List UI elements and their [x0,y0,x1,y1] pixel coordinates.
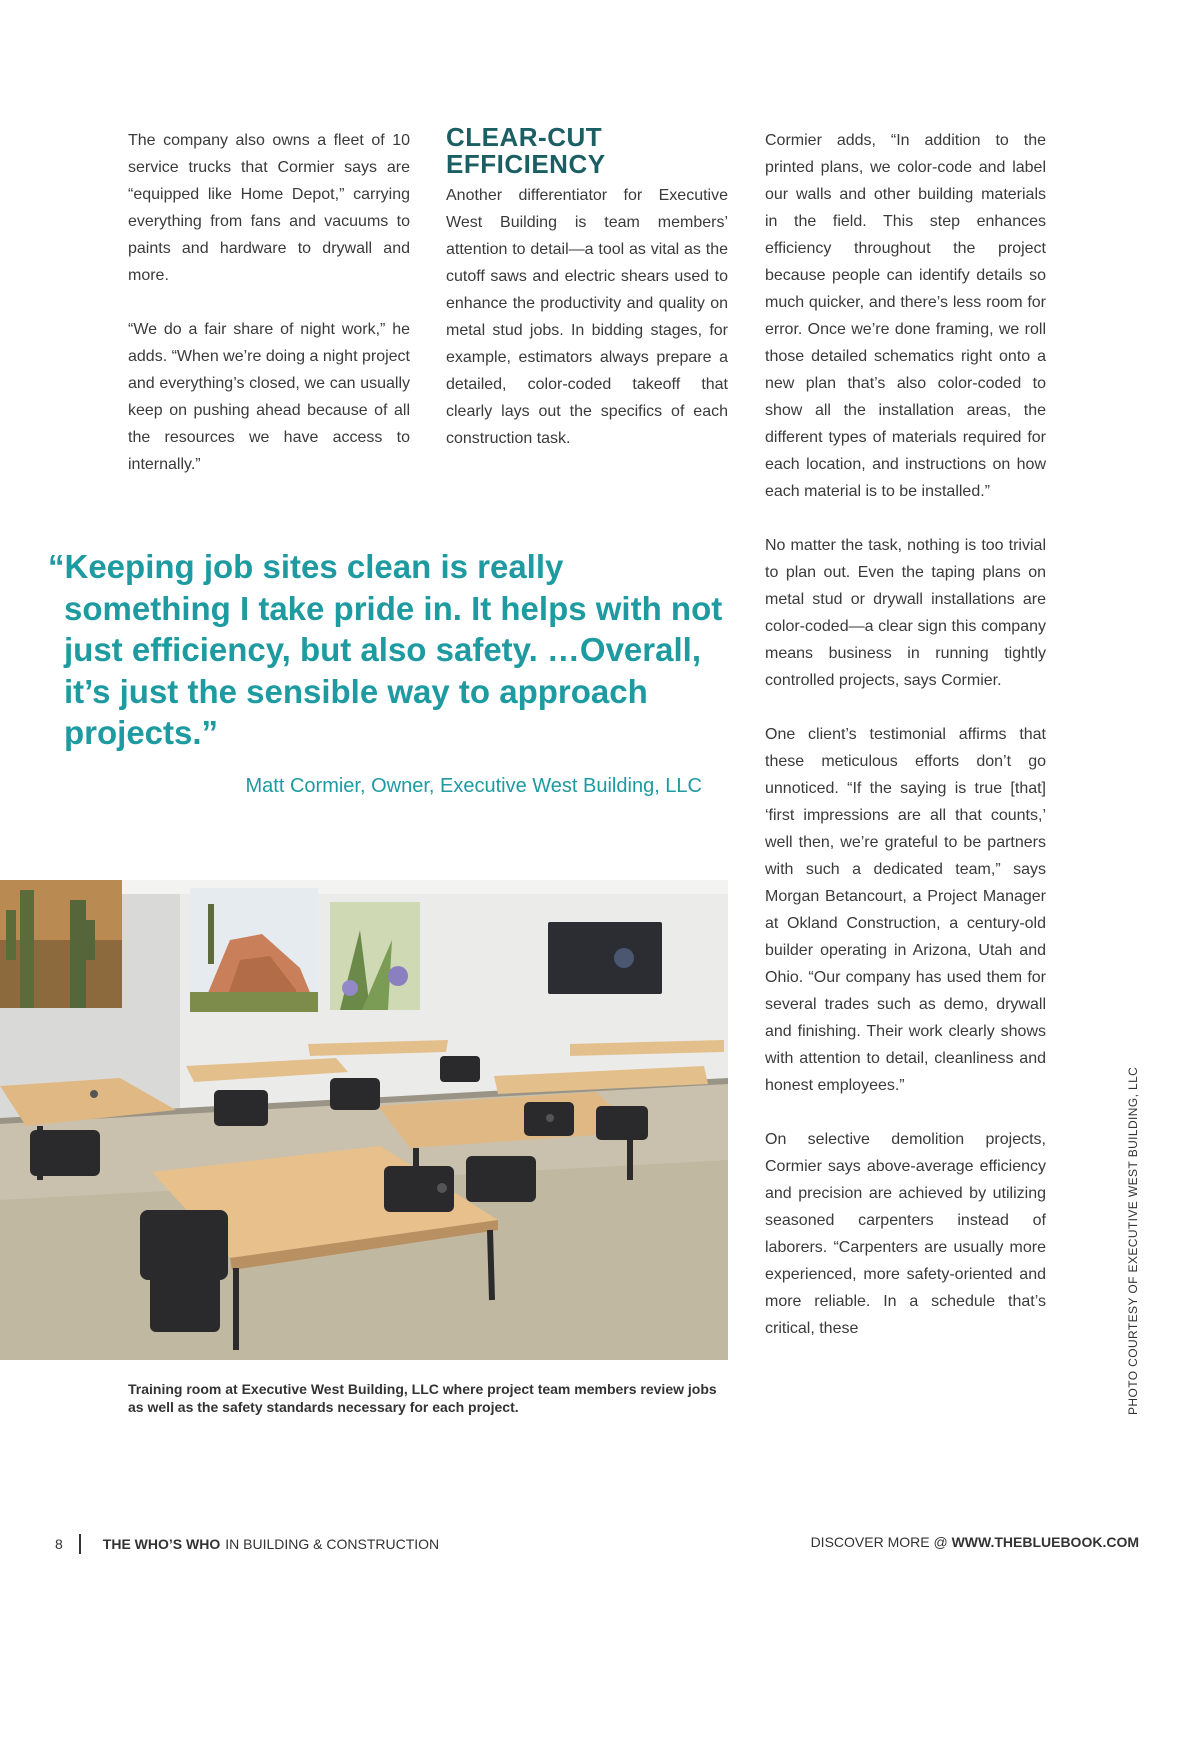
col3-paragraph-3: One client’s testimonial affirms that these meticulous efforts don’t go unnoticed. “If the saying is true [that] ‘first impressions are all that counts,’ well then, we’re grateful to be partners with such a dedicated team,” says Morgan Betancourt, a Project Manager at Okland Construction, a century-old builder operating in Arizona, Utah and Ohio. “Our company has used them for several trades such as demo, drywall and finishing. Their work clearly shows with attention to detail, cleanliness and honest employees.” [765,726,1046,1094]
photo-credit-text: PHOTO COURTESY OF EXECUTIVE WEST BUILDING, LLC [1126,1066,1140,1415]
pull-quote-text: “Keeping job sites clean is really something I take pride in. It helps with not just efficiency, but also safety. …Overall, it’s just the sensible way to approach projects.” [48,548,723,751]
photo-caption: Training room at Executive West Building, LLC where project team members review jobs as well as the safety standards necessary for each project. [128,1381,717,1415]
column-2 [446,124,728,452]
publication-name-rest: IN BUILDING & CONSTRUCTION [225,1536,440,1552]
col2-paragraph: Another differentiator for Executive West Building is team members’ attention to detail—a tool as vital as the cutoff saws and electric shears used to enhance the productivity and quality on metal stud jobs. In bidding stages, for example, estimators always prepare a detailed, color-coded takeoff that clearly lays out the specifics of each construction task. [446,187,728,447]
column-3 [765,127,1046,1369]
pull-quote [48,546,738,754]
col3-paragraph-1: Cormier adds, “In addition to the printed plans, we color-code and label our walls and other building materials in the field. This step enhances efficiency throughout the project because people can identify details so much quicker, and there’s less room for error. Once we’re done framing, we roll those detailed schematics right onto a new plan that’s also color-coded to show all the installation areas, the different types of materials required for each location, and instructions on how each material is to be installed.” [765,132,1046,500]
col1-paragraph-2: “We do a fair share of night work,” he adds. “When we’re doing a night project and everything’s closed, we can usually keep on pushing ahead because of all the resources we have access to internally.” [128,321,410,473]
column-1 [128,127,410,505]
col3-paragraph-2: No matter the task, nothing is too trivial to plan out. Even the taping plans on metal stud or drywall installations are color-coded—a clear sign this company means business in running tightly controlled projects, says Cormier. [765,537,1046,689]
col3-paragraph-4: On selective demolition projects, Cormier says above-average efficiency and precision are achieved by utilizing seasoned carpenters instead of laborers. “Carpenters are usually more experienced, more safety-oriented and more reliable. In a schedule that’s critical, these [765,1131,1046,1337]
website-link[interactable]: WWW.THEBLUEBOOK.COM [951,1534,1139,1550]
col1-paragraph-1: The company also owns a fleet of 10 service trucks that Cormier says are “equipped like Home Depot,” carrying everything from fans and vacuums to paints and hardware to drywall and more. [128,132,410,284]
page-number: 8 [55,1536,63,1552]
footer-right [811,1534,1139,1550]
publication-name-bold: THE WHO’S WHO [102,1536,221,1552]
footer-divider [79,1534,81,1554]
footer-left [55,1534,439,1554]
training-room-photo [0,880,728,1360]
discover-label: DISCOVER MORE @ [810,1534,948,1550]
photo-credit [1126,1066,1140,1745]
section-heading: CLEAR-CUT EFFICIENCY [446,122,606,179]
pull-quote-attribution: Matt Cormier, Owner, Executive West Building, LLC [245,775,702,797]
